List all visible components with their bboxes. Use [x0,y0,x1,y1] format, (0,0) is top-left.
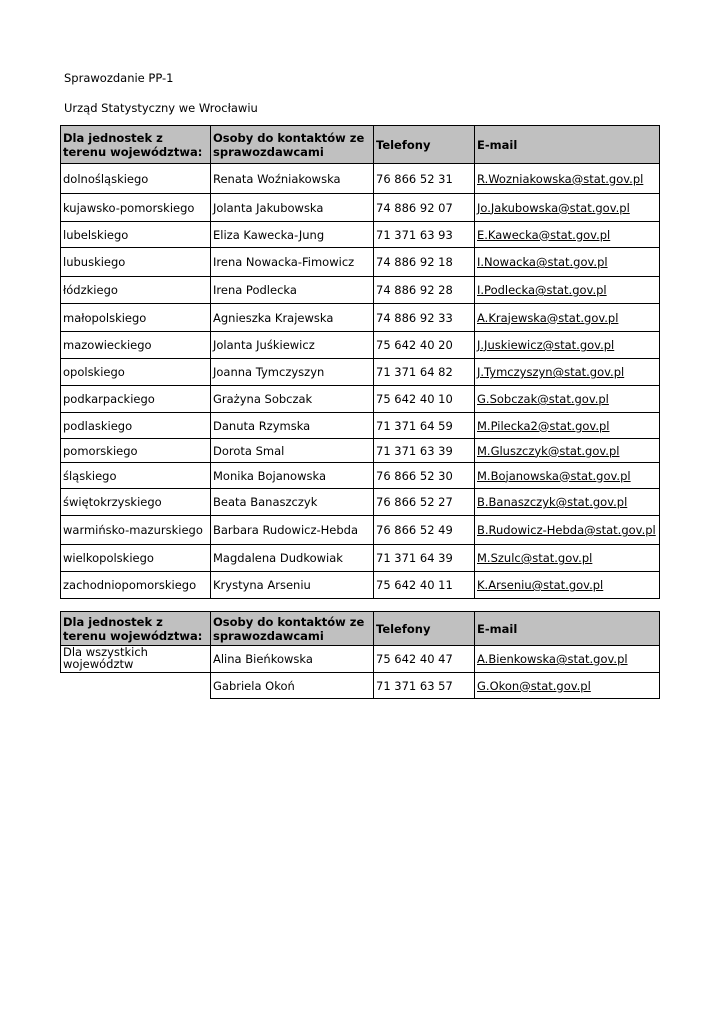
unit-name: podkarpackiego [61,386,211,413]
contact-person: Jolanta Juśkiewicz [211,332,374,359]
contact-person: Irena Podlecka [211,277,374,304]
contact-person: Renata Woźniakowska [211,164,374,194]
contact-email [475,413,660,439]
contact-phone: 74 886 92 18 [374,248,475,277]
table-row [61,304,660,332]
contact-phone: 75 642 40 10 [374,386,475,413]
email-link[interactable]: J.Tymczyszyn@stat.gov.pl [477,365,625,379]
table-row [61,248,660,277]
contact-email [475,194,660,222]
contact-person: Danuta Rzymska [211,413,374,439]
empty-cell [61,673,211,699]
email-link[interactable]: I.Nowacka@stat.gov.pl [477,255,608,269]
table-row [61,332,660,359]
contact-phone: 71 371 63 39 [374,439,475,463]
contact-phone: 71 371 64 59 [374,413,475,439]
contact-phone: 74 886 92 33 [374,304,475,332]
contact-person: Agnieszka Krajewska [211,304,374,332]
contact-email [475,489,660,516]
table-header-row [61,126,660,164]
contact-email [475,248,660,277]
contact-email [475,646,660,673]
contact-person: Beata Banaszczyk [211,489,374,516]
contact-person: Grażyna Sobczak [211,386,374,413]
contact-person: Eliza Kawecka-Jung [211,222,374,248]
contact-person: Joanna Tymczyszyn [211,359,374,386]
contact-person: Dorota Smal [211,439,374,463]
table-row [61,673,660,699]
unit-name: śląskiego [61,463,211,489]
contact-email [475,277,660,304]
contact-person: Gabriela Okoń [211,673,374,699]
unit-name: świętokrzyskiego [61,489,211,516]
contact-email [475,572,660,599]
table-row [61,413,660,439]
contact-phone: 74 886 92 28 [374,277,475,304]
header-contact: Osoby do kontaktów ze sprawozdawcami [211,126,374,164]
table-row [61,572,660,599]
header-phone: Telefony [374,612,475,646]
contact-phone: 75 642 40 11 [374,572,475,599]
unit-name: małopolskiego [61,304,211,332]
table-row [61,646,660,673]
contact-phone: 71 371 63 57 [374,673,475,699]
table-row [61,439,660,463]
table-row [61,489,660,516]
contact-phone: 76 866 52 30 [374,463,475,489]
header-email: E-mail [475,612,660,646]
unit-name: warmińsko-mazurskiego [61,516,211,545]
contact-phone: 76 866 52 49 [374,516,475,545]
unit-name: zachodniopomorskiego [61,572,211,599]
contact-phone: 71 371 64 39 [374,545,475,572]
email-link[interactable]: B.Rudowicz-Hebda@stat.gov.pl [477,523,656,537]
unit-name: łódzkiego [61,277,211,304]
contact-phone: 71 371 64 82 [374,359,475,386]
contact-email [475,304,660,332]
contact-email [475,439,660,463]
contact-phone: 74 886 92 07 [374,194,475,222]
email-link[interactable]: A.Krajewska@stat.gov.pl [477,310,619,325]
contact-person: Barbara Rudowicz-Hebda [211,516,374,545]
regional-contacts-table [60,125,660,599]
contact-person: Irena Nowacka-Fimowicz [211,248,374,277]
table-row [61,516,660,545]
contact-email [475,164,660,194]
unit-name: pomorskiego [61,439,211,463]
email-link[interactable]: G.Sobczak@stat.gov.pl [477,392,609,406]
contact-email [475,332,660,359]
contact-email [475,222,660,248]
table-row [61,359,660,386]
unit-name: opolskiego [61,359,211,386]
contact-email [475,463,660,489]
table-header-row [61,612,660,646]
contact-email [475,516,660,545]
email-link[interactable]: Jo.Jakubowska@stat.gov.pl [477,200,630,215]
unit-name: lubuskiego [61,248,211,277]
header-unit: Dla jednostek z terenu województwa: [61,126,211,164]
unit-name: wielkopolskiego [61,545,211,572]
unit-name: kujawsko-pomorskiego [61,194,211,222]
contact-email [475,673,660,699]
contact-phone: 76 866 52 31 [374,164,475,194]
email-link[interactable]: I.Podlecka@stat.gov.pl [477,283,607,297]
table-row [61,463,660,489]
table-row [61,222,660,248]
header-phone: Telefony [374,126,475,164]
email-link[interactable]: B.Banaszczyk@stat.gov.pl [477,495,628,509]
table-row [61,386,660,413]
contact-email [475,545,660,572]
contact-phone: 75 642 40 20 [374,332,475,359]
email-link[interactable]: M.Szulc@stat.gov.pl [477,551,593,565]
report-title: Sprawozdanie PP-1 [64,71,174,85]
table-row [61,277,660,304]
email-link[interactable]: A.Bienkowska@stat.gov.pl [477,652,628,666]
unit-name: mazowieckiego [61,332,211,359]
contact-person: Jolanta Jakubowska [211,194,374,222]
contact-phone: 76 866 52 27 [374,489,475,516]
contact-person: Alina Bieńkowska [211,646,374,673]
unit-name: dolnośląskiego [61,164,211,194]
office-name: Urząd Statystyczny we Wrocławiu [64,101,258,115]
contact-email [475,386,660,413]
table-row [61,164,660,194]
unit-name: lubelskiego [61,222,211,248]
contact-phone: 71 371 63 93 [374,222,475,248]
email-link[interactable]: E.Kawecka@stat.gov.pl [477,227,611,242]
contact-phone: 75 642 40 47 [374,646,475,673]
email-link[interactable]: M.Bojanowska@stat.gov.pl [477,468,631,483]
contact-person: Monika Bojanowska [211,463,374,489]
all-units-contacts-table [60,611,660,699]
table-row [61,545,660,572]
header-email: E-mail [475,126,660,164]
email-link[interactable]: J.Juskiewicz@stat.gov.pl [477,338,615,352]
contact-email [475,359,660,386]
email-link[interactable]: M.Gluszczyk@stat.gov.pl [477,443,620,458]
header-unit: Dla jednostek z terenu województwa: [61,612,211,646]
header-contact: Osoby do kontaktów ze sprawozdawcami [211,612,374,646]
email-link[interactable]: R.Wozniakowska@stat.gov.pl [477,171,644,186]
email-link[interactable]: M.Pilecka2@stat.gov.pl [477,418,610,433]
email-link[interactable]: K.Arseniu@stat.gov.pl [477,578,604,592]
all-units-label: Dla wszystkich województw [61,646,211,673]
email-link[interactable]: G.Okon@stat.gov.pl [477,678,591,693]
unit-name: podlaskiego [61,413,211,439]
contact-person: Magdalena Dudkowiak [211,545,374,572]
table-row [61,194,660,222]
contact-person: Krystyna Arseniu [211,572,374,599]
